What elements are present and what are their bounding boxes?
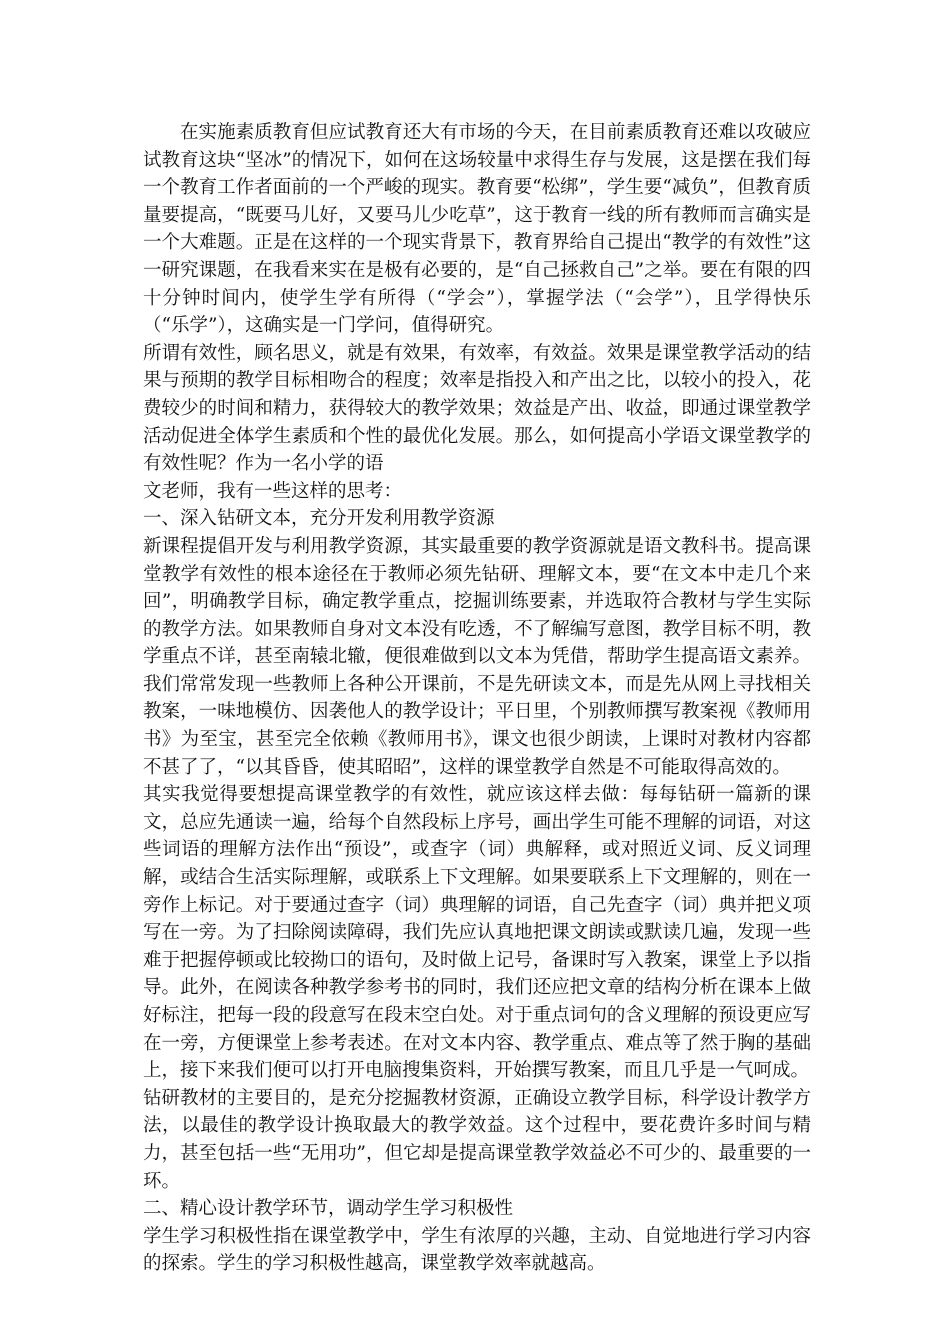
section-heading-2: 二、精心设计教学环节，调动学生学习积极性 <box>143 1198 514 1220</box>
paragraph-intro: 在实施素质教育但应试教育还大有市场的今天，在目前素质教育还难以攻破应试教育这块“坚冰”的情况下，如何在这场较量中求得生存与发展，这是摆在我们每一个教育工作者面前的一个严峻的现实。教育要“松绑”，学生要“减负”，但教育质量要提高，“既要马儿好，又要马儿少吃草”，这于教育一线的所有教师而言确实是一个大难题。正是在这样的一个现实背景下，教育界给自己提出“教学的有效性”这一研究课题，在我看来实在是极有必要的，是“自己拯救自己”之举。要在有限的四十分钟时间内，使学生学有所得（“学会”），掌握学法（“会学”），且学得快乐（“乐学”），这确实是一门学问，值得研究。 <box>143 122 811 337</box>
paragraph-definition: 所谓有效性，顾名思义，就是有效果，有效率，有效益。效果是课堂教学活动的结果与预期的教学目标相吻合的程度；效率是指投入和产出之比，以较小的投入，花费较少的时间和精力，获得较大的教学效果；效益是产出、收益，即通过课堂教学活动促进全体学生素质和个性的最优化发展。那么，如何提高小学语文课堂教学的有效性呢？作为一名小学的语 <box>143 342 811 475</box>
document-body <box>143 119 811 1278</box>
paragraph-thinking: 文老师，我有一些这样的思考： <box>143 480 403 502</box>
section-heading-1: 一、深入钻研文本，充分开发利用教学资源 <box>143 508 495 530</box>
paragraph-purpose: 钻研教材的主要目的，是充分挖掘教材资源，正确设立教学目标，科学设计教学方法，以最佳的教学设计换取最大的教学效益。这个过程中，要花费许多时间与精力，甚至包括一些“无用功”，但它却是提高课堂教学效益必不可少的、最重要的一环。 <box>143 1087 811 1192</box>
paragraph-motivation: 学生学习积极性指在课堂教学中，学生有浓厚的兴趣，主动、自觉地进行学习内容的探索。学生的学习积极性越高，课堂教学效率就越高。 <box>143 1225 811 1275</box>
paragraph-method: 其实我觉得要想提高课堂教学的有效性，就应该这样去做：每每钻研一篇新的课文，总应先通读一遍，给每个自然段标上序号，画出学生可能不理解的词语，对这些词语的理解方法作出“预设”，或查字（词）典解释，或对照近义词、反义词理解，或结合生活实际理解，或联系上下文理解。如果要联系上下文理解的，则在一旁作上标记。对于要通过查字（词）典理解的词语，自己先查字（词）典并把义项写在一旁。为了扫除阅读障碍，我们先应认真地把课文朗读或默读几遍，发现一些难于把握停顿或比较拗口的语句，及时做上记号，备课时写入教案，课堂上予以指导。此外，在阅读各种教学参考书的同时，我们还应把文章的结构分析在课本上做好标注，把每一段的段意写在段末空白处。对于重点词句的含义理解的预设更应写在一旁，方便课堂上参考表述。在对文本内容、教学重点、难点等了然于胸的基础上，接下来我们便可以打开电脑搜集资料，开始撰写教案，而且几乎是一气呵成。 <box>143 784 811 1082</box>
paragraph-curriculum: 新课程提倡开发与利用教学资源，其实最重要的教学资源就是语文教科书。提高课堂教学有效性的根本途径在于教师必须先钻研、理解文本，要“在文本中走几个来回”，明确教学目标，确定教学重点，挖掘训练要素，并选取符合教材与学生实际的教学方法。如果教师自身对文本没有吃透，不了解编写意图，教学目标不明，教学重点不详，甚至南辕北辙，便很难做到以文本为凭借，帮助学生提高语文素养。我们常常发现一些教师上各种公开课前，不是先研读文本，而是先从网上寻找相关教案，一味地模仿、因袭他人的教学设计；平日里，个别教师撰写教案视《教师用书》为至宝，甚至完全依赖《教师用书》，课文也很少朗读，上课时对教材内容都不甚了了，“以其昏昏，使其昭昭”，这样的课堂教学自然是不可能取得高效的。 <box>143 535 811 778</box>
